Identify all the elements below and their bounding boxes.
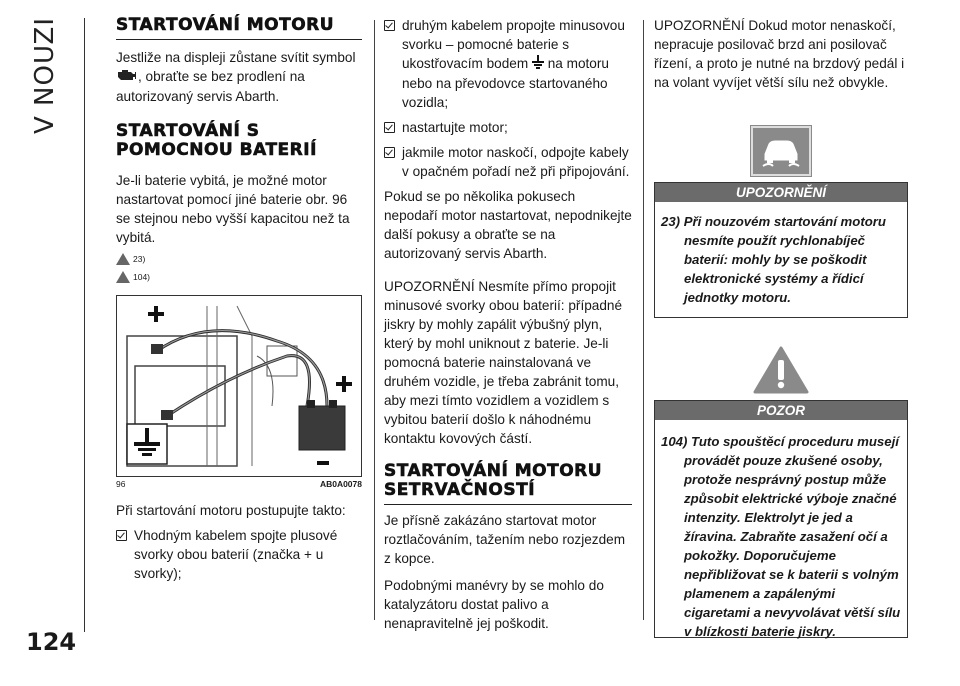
chapter-title: V NOUZI [30, 16, 60, 134]
list-item: Vhodným kabelem spojte plusové svorky obou baterií (značka + u svorky); [116, 526, 362, 583]
figure-code: AB0A0078 [319, 478, 362, 489]
column-2 [384, 16, 632, 633]
warning-triangle-icon [116, 253, 130, 265]
caution-box-104 [654, 400, 908, 638]
caution-box-title: POZOR [655, 401, 907, 420]
figure-caption [116, 479, 362, 489]
minus-icon [317, 461, 329, 465]
column-divider-2 [643, 20, 644, 620]
paragraph-brake-steering: UPOZORNĚNÍ Dokud motor nenaskočí, nepracuje posilovač brzd ani posilovač řízení, a proto je nutné na brzdový pedál i na volant vyvíjet větší sílu než obvykle. [654, 18, 905, 90]
warning-box-23 [654, 182, 908, 318]
paragraph-catalyst: Podobnými manévry by se mohlo do katalyzátoru dostat palivo a nenapravitelně jej poškodit. [384, 577, 604, 631]
checkbox-bullet-icon [384, 122, 395, 133]
column-divider-1 [374, 20, 375, 620]
paragraph-retry: Pokud se po několika pokusech nepodaří motor nastartovat, nepodnikejte další pokusy a obraťte se na autorizovaný servis Abarth. [384, 188, 632, 261]
paragraph-warning-minus: UPOZORNĚNÍ Nesmíte přímo propojit minusové svorky obou baterií: případné jiskry by mohly zapálit výbušný plyn, který by mohl uniknout z baterie. Je-li pomocná baterie nainstalovaná ve druhém vozidle, je třeba zabránit tomu, aby mezi tímto vozidlem a vozidlem s vybitou baterií došlo k náhodnému kontaktu kovových částí. [384, 278, 623, 446]
paragraph-prohibited: Je přísně zakázáno startovat motor roztlačováním, tažením nebo rozjezdem z kopce. [384, 512, 626, 566]
engine-warning-icon [116, 68, 138, 87]
paragraph-text-a: Jestliže na displeji zůstane svítit symbol [116, 50, 356, 65]
column-3 [654, 16, 908, 638]
caution-text-104: 104) Tuto spouštěcí proceduru musejí provádět pouze zkušené osoby, protože nesprávný postup může způsobit elektrické výboje značné intenzity. Elektrolyt je jed a žíravina. Zabraňte zasažení očí a pokožky. Doporučujeme nepřibližovat se k baterii s volným plamenem a zapálenými cigaretami a nevyvolávat větší sílu v blízkosti baterie jiskry. [661, 434, 901, 639]
jump-start-illustration [117, 296, 361, 476]
paragraph-flat-battery: Je-li baterie vybitá, je možné motor nastartovat pomocí jiné baterie obr. 96 se stejnou nebo vyšší kapacitou než ta vybitá. [116, 172, 350, 245]
battery-jump-figure [116, 295, 362, 477]
heading-auxiliary-battery: STARTOVÁNÍ S POMOCNOU BATERIÍ [116, 120, 317, 160]
list-item: nastartujte motor; [384, 118, 632, 137]
exclamation-triangle-icon [116, 271, 130, 283]
car-skid-icon [751, 126, 811, 176]
reference-caution-104: 104) [116, 271, 362, 283]
plus-icon [336, 376, 352, 392]
checkbox-bullet-icon [384, 147, 395, 158]
checkbox-bullet-icon [384, 20, 395, 31]
figure-number: 96 [116, 478, 126, 489]
page-number: 124 [26, 628, 77, 656]
procedure-list-1 [116, 526, 362, 583]
paragraph-procedure: Při startování motoru postupujte takto: [116, 502, 346, 518]
heading-starting-engine: STARTOVÁNÍ MOTORU [116, 15, 335, 35]
reference-warning-23: 23) [116, 253, 362, 265]
warning-box-title: UPOZORNĚNÍ [655, 183, 907, 202]
ground-symbol-icon [532, 55, 544, 74]
paragraph-text-b: , obraťte se bez prodlení na autorizovaný servis Abarth. [116, 69, 305, 104]
list-item: jakmile motor naskočí, odpojte kabely v opačném pořadí než při připojování. [384, 143, 632, 181]
exclamation-triangle-icon [753, 346, 809, 394]
warning-text-23: 23) Při nouzovém startování motoru nesmíte použít rychlonabíječ baterií: mohly by se poškodit elektronické systémy a řídicí jednotky motoru. [661, 214, 886, 305]
side-divider [84, 18, 85, 632]
column-1 [116, 16, 362, 589]
procedure-list-2 [384, 16, 632, 181]
list-item: druhým kabelem propojte minusovou svorku – pomocné baterie s ukostřovacím bodem na motoru nebo na převodovce startovaného vozidla; [384, 16, 632, 112]
paragraph-warning-symbol [116, 48, 362, 106]
checkbox-bullet-icon [116, 530, 127, 541]
heading-inertia-start: STARTOVÁNÍ MOTORU SETRVAČNOSTÍ [384, 460, 603, 500]
plus-icon [148, 306, 164, 322]
heading-rule [116, 39, 362, 40]
